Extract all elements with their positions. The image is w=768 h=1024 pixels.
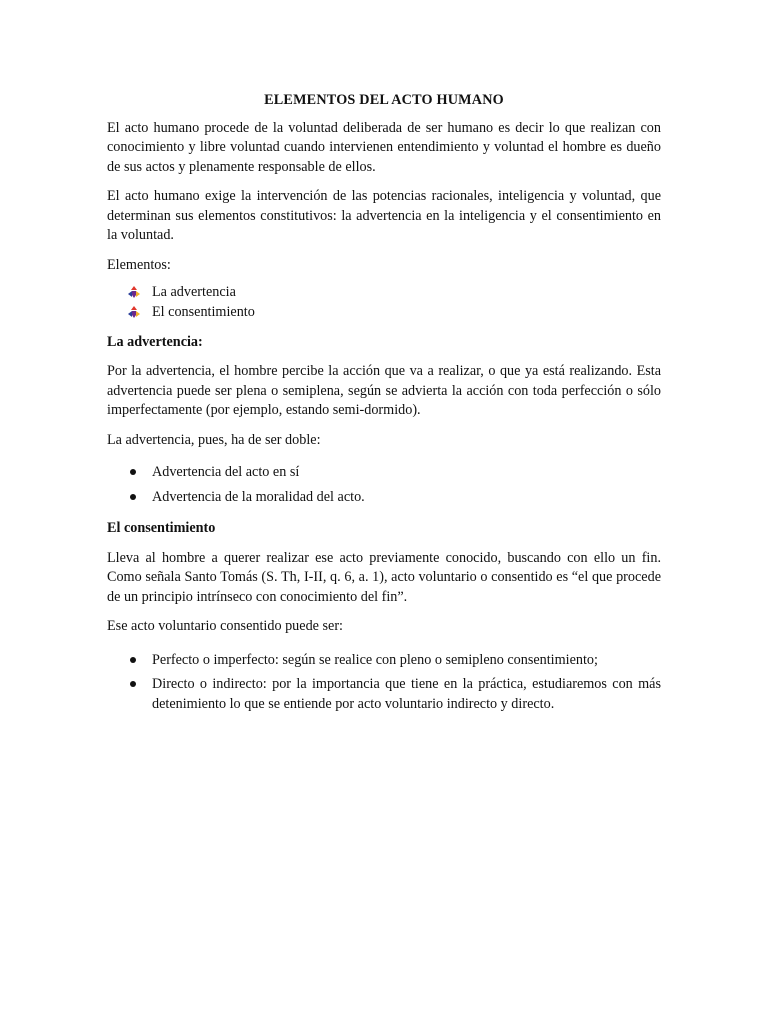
list-item (107, 303, 661, 323)
intro-paragraph-1: El acto humano procede de la voluntad deliberada de ser humano es decir lo que realizan con conocimiento y libre voluntad cuando intervienen entendimiento y voluntad el hombre es dueño de sus actos y plenamente responsable de ellos. (107, 119, 661, 175)
list-item (107, 675, 661, 714)
bullet-dot-icon (130, 469, 136, 475)
list-item-text: El consentimiento (152, 304, 255, 320)
list-item-text: Advertencia del acto en sí (152, 464, 300, 480)
bullet-dot-icon (130, 657, 136, 663)
list-item (107, 488, 661, 508)
list-item-text: La advertencia (152, 284, 236, 300)
consentimiento-paragraph-2: Ese acto voluntario consentido puede ser: (107, 618, 343, 634)
bullet-dot-icon (130, 681, 136, 687)
advertencia-heading: La advertencia: (107, 333, 203, 350)
four-color-arrow-icon (128, 306, 140, 318)
advertencia-paragraph-1: Por la advertencia, el hombre percibe la acción que va a realizar, o que ya está realizando. Esta advertencia puede ser plena o semiplena, según se advierta la acción con toda perfección o sólo imperfectamente (por ejemplo, estando semi-dormido). (107, 363, 661, 418)
elementos-list (107, 283, 661, 323)
list-item (107, 463, 661, 483)
consentimiento-paragraph-1: Lleva al hombre a querer realizar ese acto previamente conocido, buscando con ello un fin. Como señala Santo Tomás (S. Th, I-II, q. 6, a. 1), acto voluntario o consentido es “el que procede de un principio intrínseco con conocimiento del fin”. (107, 549, 661, 605)
document-body (107, 91, 661, 726)
consentimiento-heading: El consentimiento (107, 520, 216, 536)
advertencia-paragraph-2: La advertencia, pues, ha de ser doble: (107, 431, 321, 448)
list-item (107, 651, 661, 671)
elementos-label: Elementos: (107, 256, 171, 273)
intro-paragraph-2: El acto humano exige la intervención de las potencias racionales, inteligencia y voluntad, que determinan sus elementos constitutivos: la advertencia en la inteligencia y el consentimiento en la voluntad. (107, 188, 661, 243)
list-item-text: Directo o indirecto: por la importancia que tiene en la práctica, estudiaremos con más detenimiento lo que se entiende por acto voluntario indirecto y directo. (152, 676, 661, 712)
document-title: ELEMENTOS DEL ACTO HUMANO (264, 92, 504, 108)
advertencia-list (107, 463, 661, 507)
four-color-arrow-icon (128, 286, 140, 298)
list-item (107, 283, 661, 303)
consentimiento-list (107, 651, 661, 715)
bullet-dot-icon (130, 494, 136, 500)
list-item-text: Advertencia de la moralidad del acto. (152, 488, 365, 505)
list-item-text: Perfecto o imperfecto: según se realice con pleno o semipleno consentimiento; (152, 651, 598, 668)
